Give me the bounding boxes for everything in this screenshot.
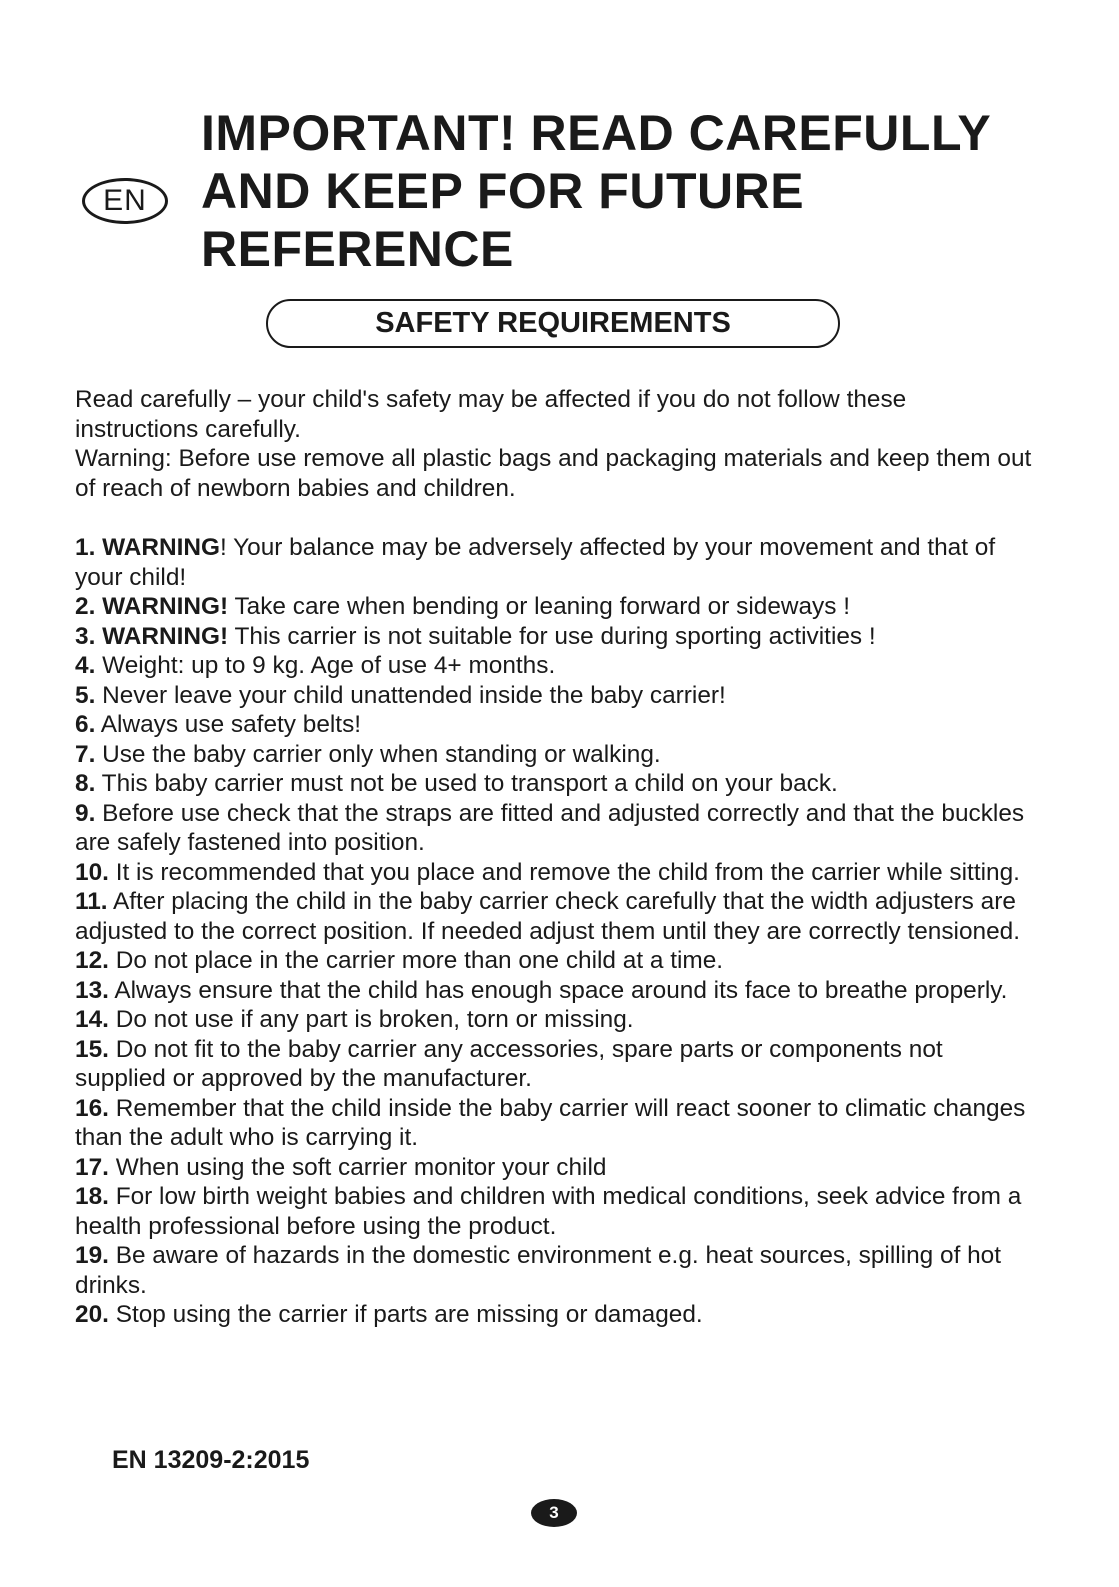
item-number: 2. <box>75 593 96 620</box>
item-number: 7. <box>75 740 96 768</box>
list-item <box>75 710 1035 740</box>
item-text: Be aware of hazards in the domestic environment e.g. heat sources, spilling of hot drinks. <box>75 1242 1002 1299</box>
item-text: This carrier is not suitable for use during sporting activities ! <box>228 622 876 650</box>
item-text: ! Your balance may be adversely affected by your movement and that of your child! <box>75 534 996 591</box>
item-number: 4. <box>75 652 96 679</box>
item-number: 11. <box>75 888 108 915</box>
page-number-badge: 3 <box>531 1499 577 1527</box>
item-text: For low birth weight babies and children with medical conditions, seek advice from a health professional before using the product. <box>75 1183 1022 1240</box>
item-text: Do not place in the carrier more than one child at a time. <box>108 947 724 974</box>
list-item <box>75 1300 1035 1330</box>
item-text: After placing the child in the baby carrier check carefully that the width adjusters are adjusted to the correct position. If needed adjust them until they are correctly tensioned. <box>75 888 1021 945</box>
item-number: 1. <box>75 534 96 561</box>
item-text: Never leave your child unattended inside the baby carrier! <box>95 681 726 709</box>
list-item <box>75 592 1035 622</box>
item-number: 6. <box>75 711 96 738</box>
language-badge: EN <box>82 178 168 224</box>
list-item <box>75 887 1035 946</box>
intro-paragraph: Read carefully – your child's safety may be affected if you do not follow these instructions carefully. <box>75 386 907 443</box>
item-text: Always ensure that the child has enough space around its face to breathe properly. <box>108 976 1008 1004</box>
item-text: It is recommended that you place and remove the child from the carrier while sitting. <box>108 858 1020 886</box>
item-text: When using the soft carrier monitor your child <box>108 1153 607 1181</box>
safety-requirements-list <box>75 533 1035 1330</box>
item-text: Use the baby carrier only when standing or walking. <box>95 740 661 768</box>
item-text: Remember that the child inside the baby carrier will react sooner to climatic changes than the adult who is carrying it. <box>75 1094 1026 1151</box>
list-item <box>75 533 1035 592</box>
item-number: 16. <box>75 1094 109 1122</box>
title-line: REFERENCE <box>201 221 514 277</box>
item-text: Do not use if any part is broken, torn or missing. <box>108 1006 634 1033</box>
list-item <box>75 976 1035 1006</box>
item-text: Always use safety belts! <box>95 711 362 738</box>
list-item <box>75 1035 1035 1094</box>
item-number: 9. <box>75 799 96 827</box>
item-warning-label: WARNING <box>102 534 221 561</box>
title-line: AND KEEP FOR FUTURE <box>201 163 805 219</box>
item-text: Take care when bending or leaning forward or sideways ! <box>228 593 851 620</box>
item-text: Do not fit to the baby carrier any accessories, spare parts or components not supplied or approved by the manufacturer. <box>75 1035 943 1092</box>
item-text: This baby carrier must not be used to transport a child on your back. <box>95 770 838 797</box>
list-item <box>75 1182 1035 1241</box>
list-item <box>75 1241 1035 1300</box>
page-title <box>201 104 1081 278</box>
list-item <box>75 622 1035 652</box>
list-item <box>75 769 1035 799</box>
section-title-pill: SAFETY REQUIREMENTS <box>266 299 840 348</box>
item-number: 14. <box>75 1006 109 1033</box>
item-number: 13. <box>75 976 109 1004</box>
item-number: 12. <box>75 947 109 974</box>
item-number: 19. <box>75 1242 109 1269</box>
item-text: Weight: up to 9 kg. Age of use 4+ months. <box>95 652 556 679</box>
list-item <box>75 858 1035 888</box>
item-number: 3. <box>75 622 96 650</box>
list-item <box>75 681 1035 711</box>
item-text: Stop using the carrier if parts are missing or damaged. <box>108 1301 703 1328</box>
item-warning-label: WARNING! <box>102 593 229 620</box>
list-item <box>75 1094 1035 1153</box>
item-number: 17. <box>75 1153 109 1181</box>
item-number: 5. <box>75 681 96 709</box>
standard-reference: EN 13209-2:2015 <box>112 1446 310 1474</box>
title-line: IMPORTANT! READ CAREFULLY <box>201 105 992 161</box>
intro-block <box>75 385 1035 503</box>
item-number: 10. <box>75 858 109 886</box>
list-item <box>75 799 1035 858</box>
intro-warning-paragraph: Warning: Before use remove all plastic bags and packaging materials and keep them out of reach of newborn babies and children. <box>75 445 1032 502</box>
list-item <box>75 1005 1035 1035</box>
list-item <box>75 1153 1035 1183</box>
item-text: Before use check that the straps are fitted and adjusted correctly and that the buckles are safely fastened into position. <box>75 799 1025 856</box>
item-warning-label: WARNING! <box>102 622 229 650</box>
list-item <box>75 946 1035 976</box>
list-item <box>75 651 1035 681</box>
item-number: 20. <box>75 1301 109 1328</box>
item-number: 8. <box>75 770 96 797</box>
item-number: 18. <box>75 1183 109 1210</box>
item-number: 15. <box>75 1035 109 1063</box>
list-item <box>75 740 1035 770</box>
